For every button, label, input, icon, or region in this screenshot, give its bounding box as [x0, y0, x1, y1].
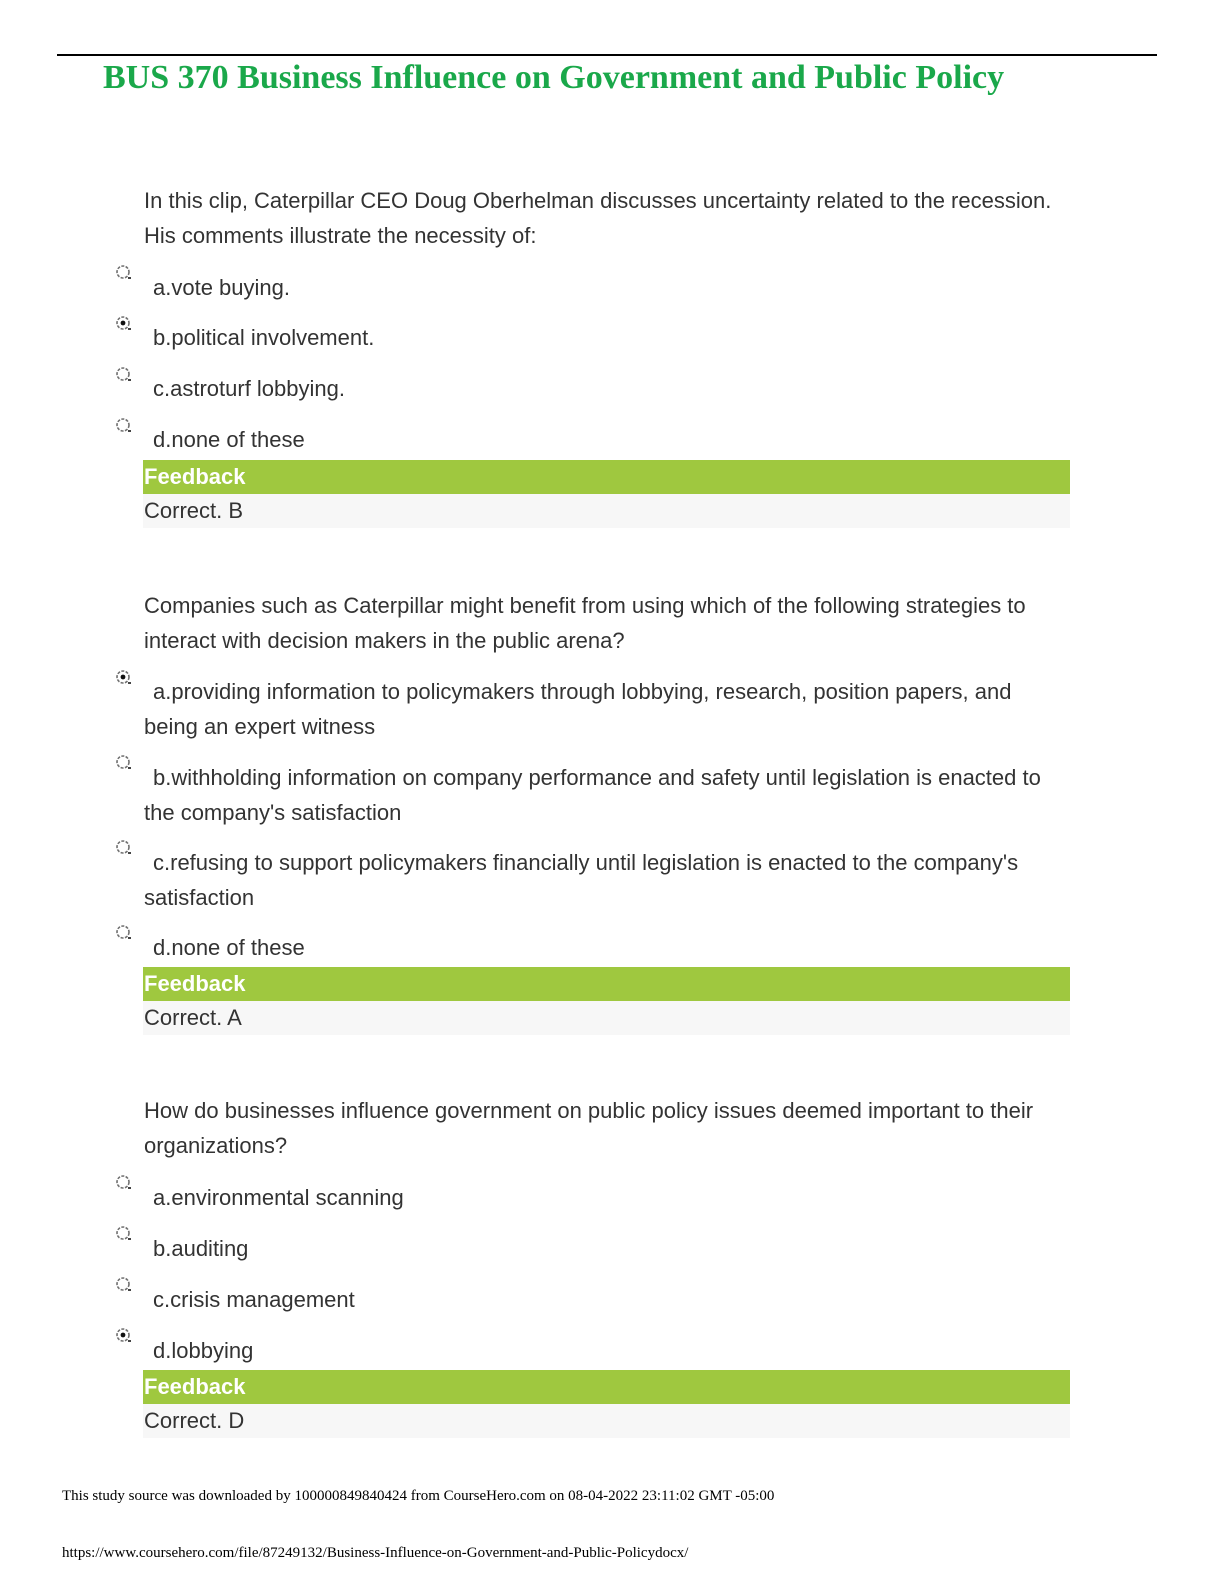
option-label: c.refusing to support policymakers financially until legislation is enacted to the company's satisfaction: [144, 850, 1019, 910]
radio-button[interactable]: [115, 924, 131, 940]
radio-button[interactable]: [115, 839, 131, 855]
radio-button[interactable]: [115, 669, 131, 685]
feedback-text: Correct. B: [143, 494, 1070, 528]
feedback-text: Correct. D: [143, 1404, 1070, 1438]
radio-button[interactable]: [115, 417, 131, 433]
feedback-header: Feedback: [143, 460, 1070, 494]
feedback-text: Correct. A: [143, 1001, 1070, 1035]
document-title: BUS 370 Business Influence on Government and Public Policy: [103, 59, 1005, 96]
radio-button[interactable]: [115, 754, 131, 770]
feedback-header: Feedback: [143, 967, 1070, 1001]
source-url[interactable]: https://www.coursehero.com/file/87249132/Business-Influence-on-Government-and-Public-Policydocx/: [62, 1545, 689, 1561]
radio-button[interactable]: [115, 315, 131, 331]
feedback-header: Feedback: [143, 1370, 1070, 1404]
radio-button[interactable]: [115, 264, 131, 280]
option-label: a.vote buying.: [153, 275, 290, 300]
radio-button[interactable]: [115, 1225, 131, 1241]
question-text: How do businesses influence government on public policy issues deemed important to their organizations?: [144, 1098, 1034, 1158]
option-label: c.astroturf lobbying.: [153, 376, 345, 401]
radio-button[interactable]: [115, 1276, 131, 1292]
option-label: d.none of these: [153, 427, 305, 452]
option-label: c.crisis management: [153, 1287, 355, 1312]
option-label: d.lobbying: [153, 1338, 254, 1363]
radio-button[interactable]: [115, 366, 131, 382]
top-rule: [57, 54, 1157, 56]
option-label: a.environmental scanning: [153, 1185, 404, 1210]
question-text: Companies such as Caterpillar might benefit from using which of the following strategies to interact with decision makers in the public arena?: [144, 593, 1026, 653]
download-source-note: This study source was downloaded by 100000849840424 from CourseHero.com on 08-04-2022 23:11:02 GMT -05:00: [62, 1488, 775, 1504]
option-label: d.none of these: [153, 935, 305, 960]
option-label: b.auditing: [153, 1236, 249, 1261]
option-label: b.political involvement.: [153, 325, 375, 350]
option-label: a.providing information to policymakers through lobbying, research, position papers, and being an expert witness: [144, 679, 1012, 739]
radio-button[interactable]: [115, 1327, 131, 1343]
question-text: In this clip, Caterpillar CEO Doug Oberhelman discusses uncertainty related to the recession. His comments illustrate the necessity of:: [144, 188, 1052, 248]
radio-button[interactable]: [115, 1174, 131, 1190]
option-label: b.withholding information on company performance and safety until legislation is enacted to the company's satisfaction: [144, 765, 1041, 825]
